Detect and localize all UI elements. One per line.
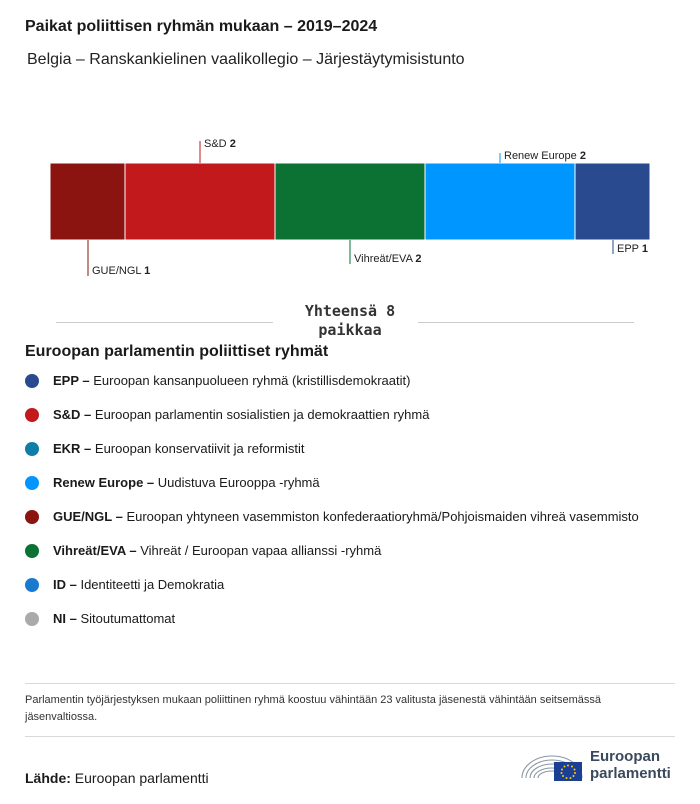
total-seats bbox=[0, 302, 700, 342]
legend-dot-icon bbox=[25, 544, 39, 558]
legend-title: Euroopan parlamentin poliittiset ryhmät bbox=[25, 343, 329, 360]
legend-abbr: EKR – bbox=[53, 441, 92, 456]
chart-title: Paikat poliittisen ryhmän mukaan – 2019–2024 bbox=[25, 18, 378, 35]
european-parliament-logo bbox=[518, 744, 678, 786]
legend-dot-icon bbox=[25, 578, 39, 592]
legend-abbr: Vihreät/EVA – bbox=[53, 543, 137, 558]
legend-dot-icon bbox=[25, 374, 39, 388]
chart-subtitle: Belgia – Ranskankielinen vaalikollegio – Järjestäytymisistunto bbox=[27, 51, 465, 68]
legend-desc: Euroopan yhtyneen vasemmiston konfederaatioryhmä/Pohjoismaiden vihreä vasemmisto bbox=[122, 509, 639, 524]
legend-desc: Identiteetti ja Demokratia bbox=[76, 577, 225, 592]
divider-top bbox=[25, 683, 675, 684]
footnote: Parlamentin työjärjestyksen mukaan poliittinen ryhmä koostuu vähintään 23 valitusta jäsenestä vähintään seitsemässä jäsenvaltiossa. bbox=[25, 694, 601, 723]
total-rule-right bbox=[418, 322, 634, 323]
legend-item bbox=[25, 406, 665, 424]
bar-segment bbox=[425, 163, 575, 240]
legend-dot-icon bbox=[25, 476, 39, 490]
divider-bottom bbox=[25, 736, 675, 737]
legend-item bbox=[25, 508, 665, 526]
legend-dot-icon bbox=[25, 510, 39, 524]
bar-segment bbox=[50, 163, 125, 240]
parliament-hemicycle-icon bbox=[518, 744, 586, 786]
logo-line-2: parlamentti bbox=[590, 765, 671, 782]
bar-label-name: Renew Europe bbox=[504, 150, 580, 162]
bar-segment bbox=[575, 163, 650, 240]
bar-label-name: S&D bbox=[204, 138, 230, 150]
legend-desc: Uudistuva Eurooppa -ryhmä bbox=[154, 475, 320, 490]
legend-item bbox=[25, 474, 665, 492]
bar-label-value: 1 bbox=[144, 265, 151, 277]
legend-abbr: ID – bbox=[53, 577, 77, 592]
total-seats-label: Yhteensä 8 paikkaa bbox=[304, 302, 396, 339]
legend bbox=[25, 372, 665, 644]
bar-label bbox=[617, 243, 648, 255]
legend-desc: Vihreät / Euroopan vapaa allianssi -ryhmä bbox=[136, 543, 382, 558]
bar-label-value: 2 bbox=[579, 150, 586, 162]
source-value: Euroopan parlamentti bbox=[74, 770, 209, 786]
legend-abbr: Renew Europe – bbox=[53, 475, 155, 490]
bar-label-value: 1 bbox=[641, 243, 648, 255]
legend-dot-icon bbox=[25, 408, 39, 422]
bar-segment bbox=[275, 163, 425, 240]
legend-desc: Euroopan kansanpuolueen ryhmä (kristillisdemokraatit) bbox=[89, 373, 411, 388]
legend-item bbox=[25, 440, 665, 458]
source bbox=[25, 770, 209, 786]
bar-label-name: Vihreät/EVA bbox=[354, 253, 416, 265]
legend-abbr: S&D – bbox=[53, 407, 92, 422]
legend-dot-icon bbox=[25, 612, 39, 626]
logo-text bbox=[590, 748, 671, 782]
legend-item bbox=[25, 610, 665, 628]
legend-abbr: EPP – bbox=[53, 373, 90, 388]
bar-label-value: 2 bbox=[229, 138, 236, 150]
bar-label bbox=[354, 253, 421, 265]
legend-desc: Euroopan konservatiivit ja reformistit bbox=[91, 441, 305, 456]
seat-bar-chart bbox=[0, 130, 700, 300]
legend-desc: Euroopan parlamentin sosialistien ja demokraattien ryhmä bbox=[91, 407, 430, 422]
bar-label bbox=[92, 265, 150, 277]
legend-dot-icon bbox=[25, 442, 39, 456]
bar-label bbox=[504, 150, 586, 162]
bar-segment bbox=[125, 163, 275, 240]
bar-label-name: GUE/NGL bbox=[92, 265, 145, 277]
legend-item bbox=[25, 542, 665, 560]
bar-label-name: EPP bbox=[617, 243, 642, 255]
source-label: Lähde: bbox=[25, 770, 71, 786]
legend-abbr: GUE/NGL – bbox=[53, 509, 123, 524]
legend-item bbox=[25, 576, 665, 594]
bar-label bbox=[204, 138, 236, 150]
logo-line-1: Euroopan bbox=[590, 748, 660, 765]
total-rule-left bbox=[56, 322, 273, 323]
legend-item bbox=[25, 372, 665, 390]
bar-label-value: 2 bbox=[415, 253, 422, 265]
legend-desc: Sitoutumattomat bbox=[76, 611, 176, 626]
legend-abbr: NI – bbox=[53, 611, 77, 626]
